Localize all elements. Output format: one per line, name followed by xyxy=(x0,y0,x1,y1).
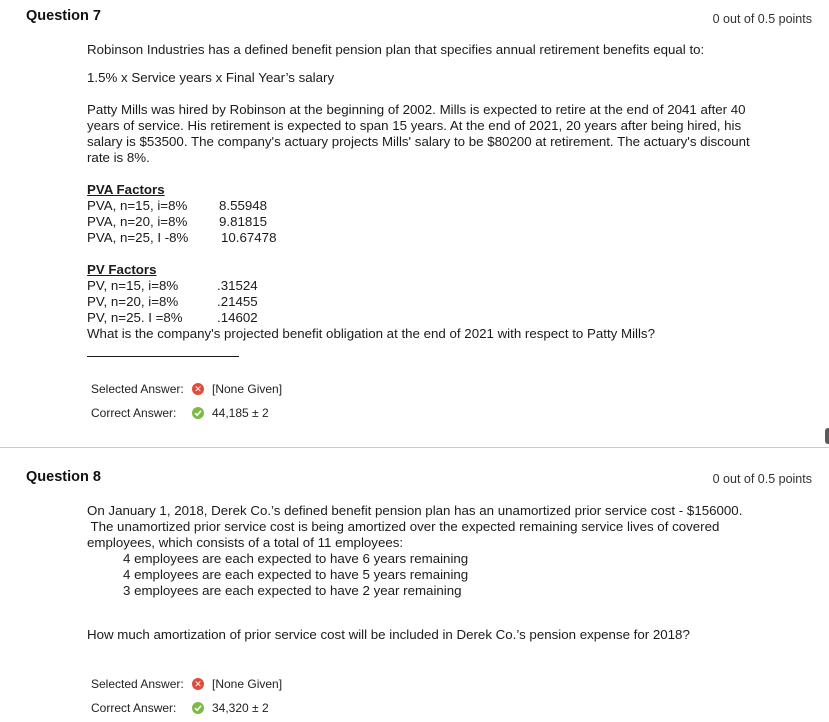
employee-line: 4 employees are each expected to have 6 years remaining xyxy=(123,551,469,566)
scenario-line: rate is 8%. xyxy=(87,150,150,165)
scenario-line: Patty Mills was hired by Robinson at the beginning of 2002. Mills is expected to retire at the end of 2041 after 40 xyxy=(87,102,746,117)
selected-answer-value: [None Given] xyxy=(212,382,283,396)
intro-line: employees, which consists of a total of 11 employees: xyxy=(87,535,404,550)
pv-row xyxy=(87,294,655,310)
pv-label: PV, n=25. I =8% xyxy=(87,310,183,325)
question-7-title: Question 7 xyxy=(26,8,101,24)
pva-row xyxy=(87,214,276,230)
question-7-points: 0 out of 0.5 points xyxy=(712,12,812,26)
intro-line: On January 1, 2018, Derek Co.’s defined benefit pension plan has an unamortized prior service cost - $156000. xyxy=(87,503,743,518)
pva-factors-title: PVA Factors xyxy=(87,182,165,197)
pv-value: .31524 xyxy=(217,278,258,293)
question-8-prompt: How much amortization of prior service cost will be included in Derek Co.’s pension expense for 2018? xyxy=(87,627,690,642)
correct-answer-value: 34,320 ± 2 xyxy=(212,701,269,715)
question-8-title: Question 8 xyxy=(26,469,101,485)
correct-answer-row xyxy=(91,701,269,715)
selected-answer-row xyxy=(91,677,282,691)
scenario-line: years of service. His retirement is expected to span 15 years. At the end of 2021, 20 years after being hired, his xyxy=(87,118,742,133)
pva-value: 10.67478 xyxy=(221,230,277,245)
pv-label: PV, n=20, i=8% xyxy=(87,294,179,309)
pv-label: PV, n=15, i=8% xyxy=(87,278,179,293)
pv-factors-title: PV Factors xyxy=(87,262,157,277)
pva-label: PVA, n=20, i=8% xyxy=(87,214,188,229)
question-8-intro xyxy=(87,503,742,599)
pva-row xyxy=(87,198,276,214)
pv-value: .21455 xyxy=(217,294,258,309)
incorrect-icon: ✕ xyxy=(192,383,204,395)
check-icon xyxy=(192,702,204,714)
correct-answer-label: Correct Answer: xyxy=(91,406,177,420)
pv-row xyxy=(87,310,655,326)
selected-answer-label: Selected Answer: xyxy=(91,382,184,396)
incorrect-icon: ✕ xyxy=(192,678,204,690)
question-7-intro: Robinson Industries has a defined benefit pension plan that specifies annual retirement benefits equal to: xyxy=(87,42,705,57)
employee-line: 3 employees are each expected to have 2 year remaining xyxy=(123,583,462,598)
selected-answer-row xyxy=(91,382,282,396)
question-7-prompt: What is the company's projected benefit obligation at the end of 2021 with respect to Patty Mills? xyxy=(87,326,655,341)
pv-factors-table xyxy=(87,262,655,342)
question-7-formula: 1.5% x Service years x Final Year’s salary xyxy=(87,70,335,85)
correct-answer-label: Correct Answer: xyxy=(91,701,177,715)
pv-value: .14602 xyxy=(217,310,258,325)
check-icon xyxy=(192,407,204,419)
employee-line: 4 employees are each expected to have 5 years remaining xyxy=(123,567,469,582)
question-8-points: 0 out of 0.5 points xyxy=(712,472,812,486)
question-8-block xyxy=(0,455,829,722)
pva-label: PVA, n=15, i=8% xyxy=(87,198,188,213)
intro-line: The unamortized prior service cost is being amortized over the expected remaining service lives of covered xyxy=(87,519,720,534)
pva-value: 8.55948 xyxy=(219,198,268,213)
pva-label: PVA, n=25, I -8% xyxy=(87,230,189,245)
pva-factors-table xyxy=(87,182,276,246)
scroll-handle[interactable] xyxy=(825,428,829,444)
selected-answer-label: Selected Answer: xyxy=(91,677,184,691)
pv-row xyxy=(87,278,655,294)
selected-answer-value: [None Given] xyxy=(212,677,283,691)
question-7-scenario xyxy=(87,102,750,166)
pva-row xyxy=(87,230,276,246)
pva-value: 9.81815 xyxy=(219,214,268,229)
correct-answer-row xyxy=(91,406,269,420)
answer-blank-line xyxy=(87,356,239,357)
scenario-line: salary is $53500. The company's actuary projects Mills' salary to be $80200 at retirement. The actuary's discount xyxy=(87,134,750,149)
correct-answer-value: 44,185 ± 2 xyxy=(212,406,269,420)
